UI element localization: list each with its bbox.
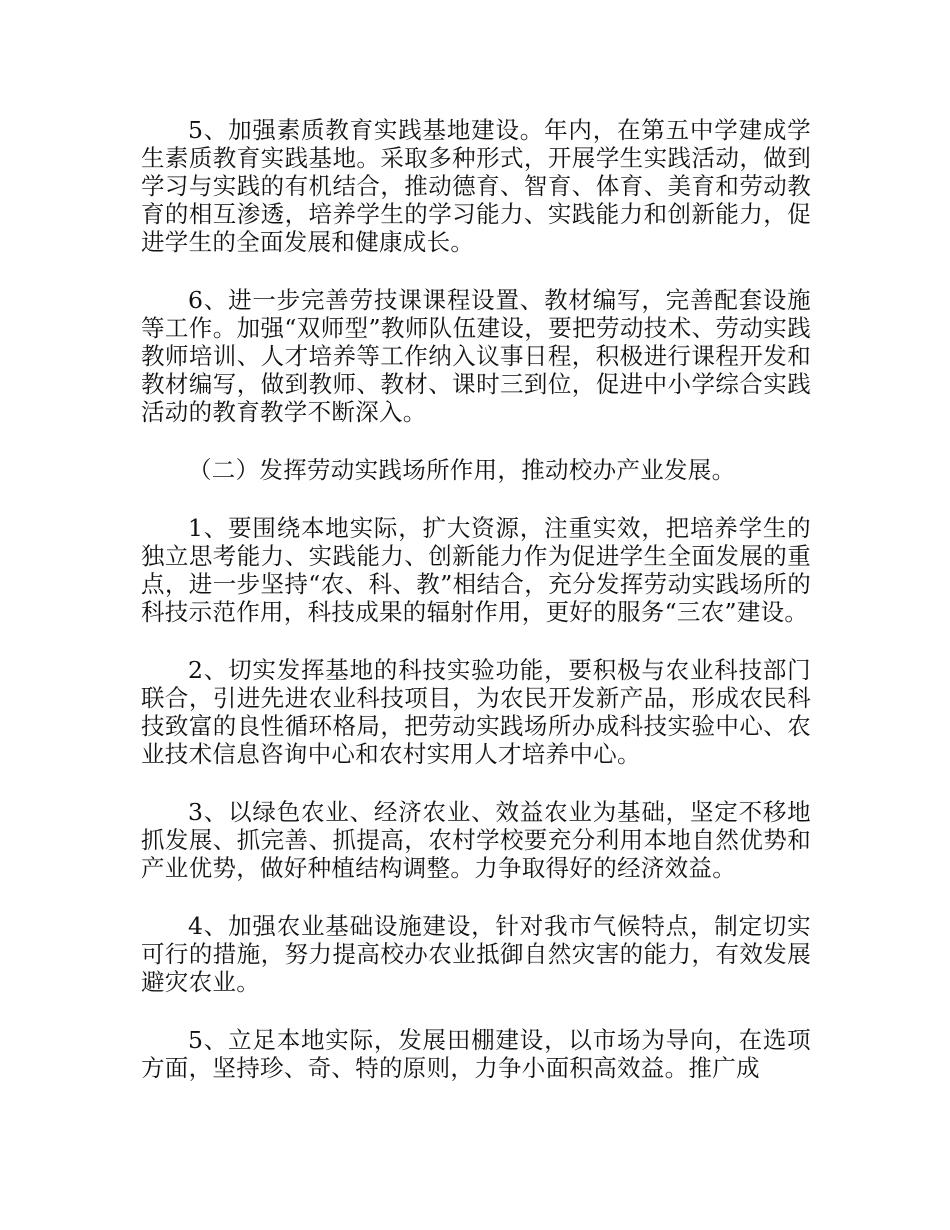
- paragraph-labor-curriculum: 6、进一步完善劳技课课程设置、教材编写，完善配套设施等工作。加强“双师型”教师队伍建设，要把劳动技术、劳动实践教师培训、人才培养等工作纳入议事日程，积极进行课程开发和教材编写，做到教师、教材、课时三到位，促进中小学综合实践活动的教育教学不断深入。: [141, 286, 811, 426]
- paragraph-greenhouse: 5、立足本地实际，发展田棚建设，以市场为导向，在选项方面，坚持珍、奇、特的原则，力争小面积高效益。推广成: [141, 1026, 811, 1082]
- section-heading-2: （二）发挥劳动实践场所作用，推动校办产业发展。: [188, 456, 736, 484]
- paragraph-infrastructure: 4、加强农业基础设施建设，针对我市气候特点，制定切实可行的措施，努力提高校办农业抵御自然灾害的能力，有效发展避灾农业。: [141, 912, 811, 996]
- paragraph-green-agriculture: 3、以绿色农业、经济农业、效益农业为基础，坚定不移地抓发展、抓完善、抓提高，农村学校要充分利用本地自然优势和产业优势，做好种植结构调整。力争取得好的经济效益。: [141, 798, 811, 882]
- paragraph-practice-base: 5、加强素质教育实践基地建设。年内，在第五中学建成学生素质教育实践基地。采取多种形式，开展学生实践活动，做到学习与实践的有机结合，推动德育、智育、体育、美育和劳动教育的相互渗透，培养学生的学习能力、实践能力和创新能力，促进学生的全面发展和健康成长。: [141, 116, 811, 256]
- paragraph-local-reality: 1、要围绕本地实际，扩大资源，注重实效，把培养学生的独立思考能力、实践能力、创新能力作为促进学生全面发展的重点，进一步坚持“农、科、教”相结合，充分发挥劳动实践场所的科技示范作用，科技成果的辐射作用，更好的服务“三农”建设。: [141, 514, 811, 626]
- document-body: [141, 116, 811, 1112]
- paragraph-tech-experiment: 2、切实发挥基地的科技实验功能，要积极与农业科技部门联合，引进先进农业科技项目，为农民开发新产品，形成农民科技致富的良性循环格局，把劳动实践场所办成科技实验中心、农业技术信息咨询中心和农村实用人才培养中心。: [141, 656, 811, 768]
